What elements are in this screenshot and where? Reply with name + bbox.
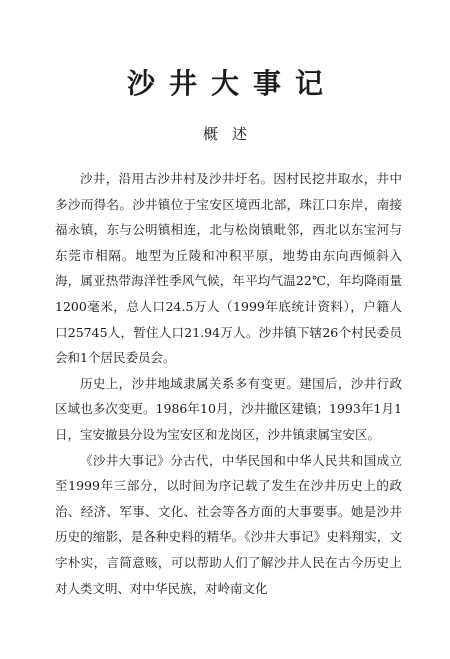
paragraph-history: 历史上，沙井地域隶属关系多有变更。建国后，沙井行政区域也多次变更。1986年10月，沙井撤区建镇；1993年1月1日，宝安撤县分设为宝安区和龙岗区，沙井镇隶属宝安区。	[55, 375, 402, 442]
document-title: 沙井大事记	[126, 67, 337, 100]
paragraph-overview: 沙井，沿用古沙井村及沙井圩名。因村民挖井取水，井中多沙而得名。沙井镇位于宝安区境西北部，珠江口东岸，南接福永镇，东与公明镇相连，北与松岗镇毗邻，西北以东宝河与东莞市相隔。地型为丘陵和冲积平原，地势由东向西倾斜入海，属亚热带海洋性季风气候，年平均气温22℃，年均降雨量1200毫米，总人口24.5万人（1999年底统计资料），户籍人口25745人，暂住人口21.94万人。沙井镇下辖26个村民委员会和1个居民委员会。	[55, 171, 402, 366]
document-body	[55, 166, 402, 601]
paragraph-chronicle: 《沙井大事记》分古代，中华民国和中华人民共和国成立至1999年三部分，以时间为序记载了发生在沙井历史上的政治、经济、军事、文化、社会等各方面的大事要事。她是沙井历史的缩影，是各种史料的精华。《沙井大事记》史料翔实，文字朴实，言简意赅，可以帮助人们了解沙井人民在古今历史上对人类文明、对中华民族，对岭南文化	[55, 452, 402, 596]
section-heading: 概述	[202, 125, 261, 143]
